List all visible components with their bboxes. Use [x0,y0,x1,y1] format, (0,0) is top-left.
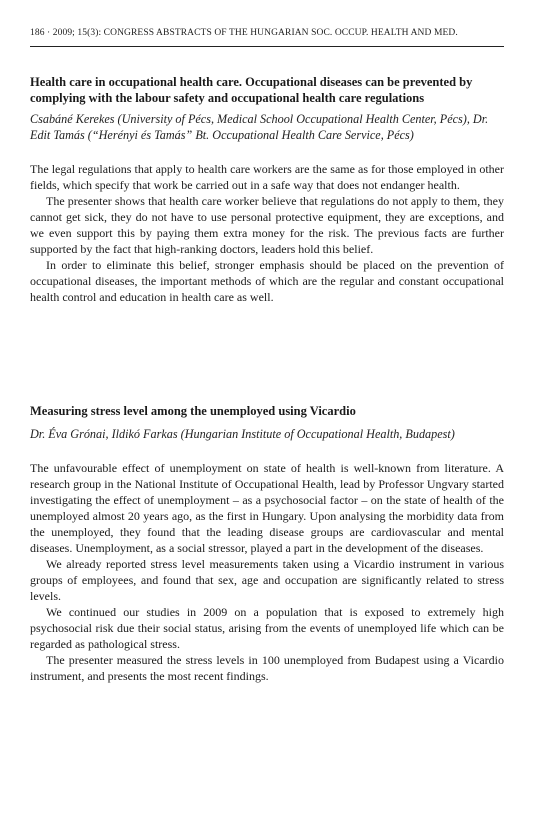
paragraph: We already reported stress level measurements taken using a Vicardio instrument in various groups of employees, and found that sex, age and occupation are significantly related to stress levels. [30,557,504,603]
paragraph: The presenter measured the stress levels in 100 unemployed from Budapest using a Vicardio instrument, and presents the most recent findings. [30,653,504,683]
paragraph: We continued our studies in 2009 on a population that is exposed to extremely high psychosocial risk due their social status, arising from the events of unemployed life which can be regarded as pathological stress. [30,605,504,651]
abstract-body [30,161,504,305]
paragraph: In order to eliminate this belief, stronger emphasis should be placed on the prevention of occupational diseases, the important methods of which are the regular and constant occupational health control and education in health care as well. [30,258,504,304]
paragraph: The unfavourable effect of unemployment on state of health is well-known from literature. A research group in the National Institute of Occupational Health, lead by Professor Ungvary started investigating the effect of unemployment – as a psychosocial factor – on the state of health of the unemployed almost 20 years ago, as the first in Hungary. Upon analysing the morbidity data from the unemployed, they found that the leading disease groups are cardiovascular and mental diseases. Unemployment, as a social stressor, played a part in the development of the diseases. [30,461,504,555]
abstract-body [30,460,504,684]
header-rule [30,46,504,47]
abstract-title: Health care in occupational health care. Occupational diseases can be prevented by complying with the labour safety and occupational health care regulations [30,75,473,105]
paragraph: The legal regulations that apply to health care workers are the same as for those employed in other fields, which specify that work be carried out in a safe way that does not endanger health. [30,162,504,192]
abstract-occupational-diseases [30,74,504,305]
abstract-stress-unemployed [30,403,504,684]
paragraph: The presenter shows that health care worker believe that regulations do not apply to them, they cannot get sick, they do not have to use personal protective equipment, they are exceptions, and we even support this by paying them extra money for the risk. The previous facts are further supported by the fact that high-ranking doctors, leaders hold this belief. [30,194,504,256]
running-head: 186 · 2009; 15(3): CONGRESS ABSTRACTS OF THE HUNGARIAN SOC. OCCUP. HEALTH AND MED. [30,28,458,38]
abstract-authors: Csabáné Kerekes (University of Pécs, Medical School Occupational Health Center, Pécs), Dr. Edit Tamás (“Herényi és Tamás” Bt. Occupational Health Care Service, Pécs) [30,112,489,142]
abstract-authors: Dr. Éva Grónai, Ildikó Farkas (Hungarian Institute of Occupational Health, Budapest) [30,427,455,441]
abstract-title: Measuring stress level among the unemployed using Vicardio [30,404,356,418]
